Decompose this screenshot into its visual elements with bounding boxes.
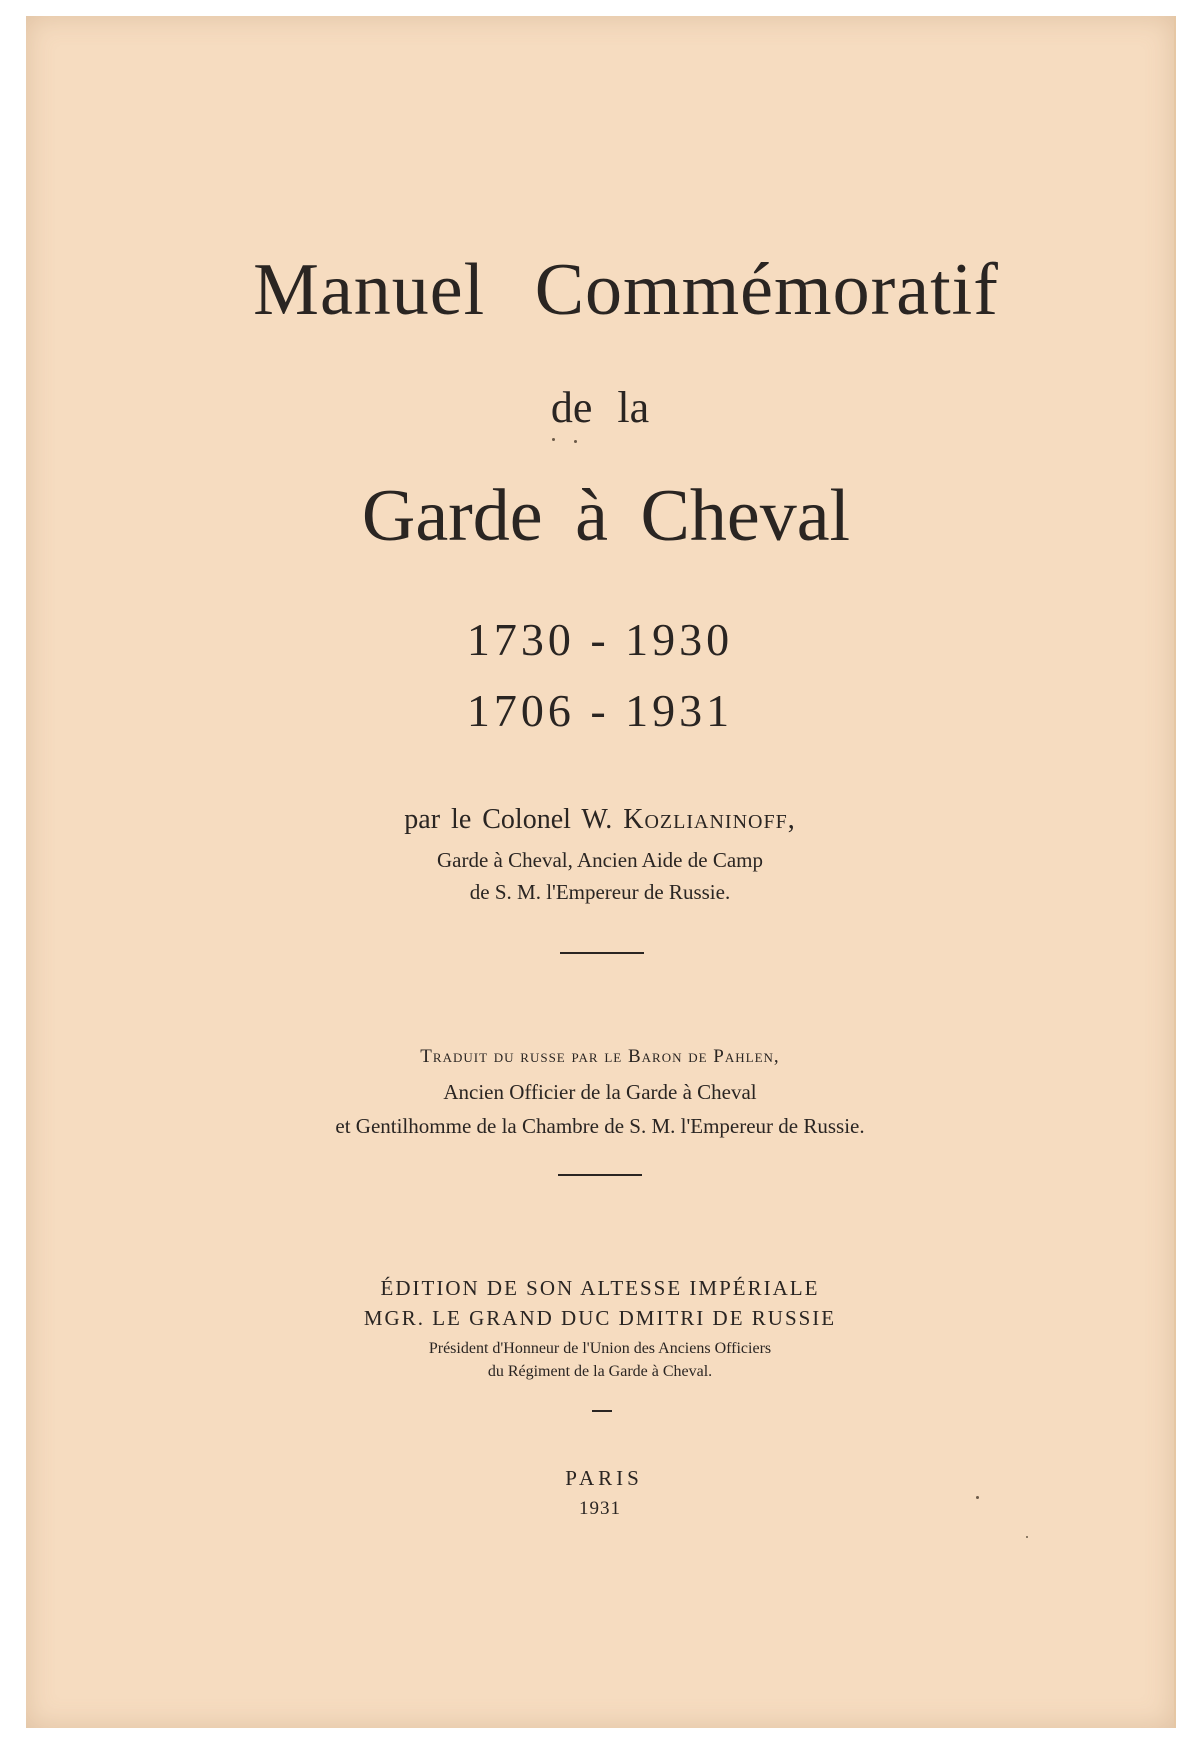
- paper-speck: [1026, 1536, 1028, 1538]
- edition-line-1: ÉDITION DE SON ALTESSE IMPÉRIALE: [380, 1276, 820, 1300]
- translator-line-2: Ancien Officier de la Garde à Cheval: [443, 1080, 757, 1104]
- paper-speck: [552, 438, 555, 441]
- edition-line-4: du Régiment de la Garde à Cheval.: [487, 1363, 713, 1380]
- paper-speck: [574, 440, 577, 443]
- date-range-secondary: 1706 - 1931: [466, 685, 734, 736]
- book-title: Manuel Commémoratif: [253, 249, 999, 331]
- paper-speck: [976, 1496, 979, 1499]
- title-connector: de la: [550, 383, 650, 432]
- author-prefix: par le Colonel W.: [404, 804, 613, 835]
- divider-rule: [558, 1174, 642, 1176]
- translator-line-3: et Gentilhomme de la Chambre de S. M. l'Empereur de Russie.: [335, 1114, 865, 1138]
- author-role-line-2: de S. M. l'Empereur de Russie.: [469, 880, 731, 904]
- edition-line-3: Président d'Honneur de l'Union des Anciens Officiers: [428, 1340, 772, 1357]
- author-role-line-1: Garde à Cheval, Ancien Aide de Camp: [437, 848, 763, 872]
- short-divider: [592, 1410, 612, 1412]
- title-page: [26, 16, 1176, 1728]
- author-name: Kozlianinoff,: [623, 804, 796, 835]
- translator-line-1: Traduit du russe par le Baron de Pahlen,: [420, 1046, 780, 1067]
- date-range-primary: 1730 - 1930: [466, 614, 734, 665]
- author-line: [26, 804, 1174, 836]
- divider-rule: [560, 952, 644, 954]
- edition-line-2: MGR. LE GRAND DUC DMITRI DE RUSSIE: [363, 1306, 837, 1330]
- book-subject: Garde à Cheval: [361, 475, 851, 557]
- imprint-city: PARIS: [565, 1466, 643, 1490]
- imprint-year: 1931: [579, 1498, 621, 1519]
